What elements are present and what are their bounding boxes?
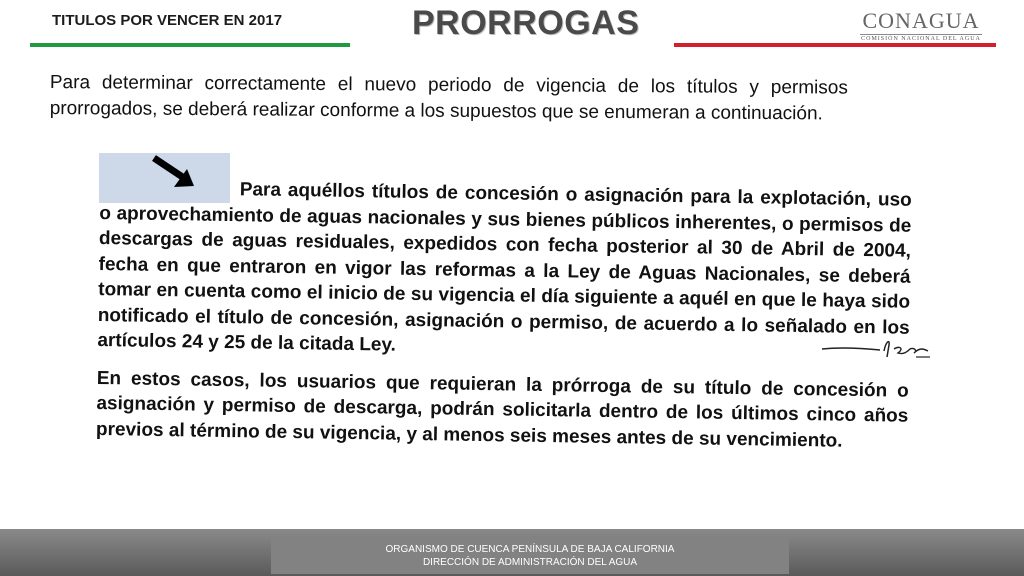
- slide-title: PRORROGAS: [412, 4, 640, 42]
- intro-paragraph: Para determinar correctamente el nuevo periodo de vigencia de los títulos y permisos prorrogados, se deberá realizar conforme a los supuestos que se enumeran a continuación.: [49, 71, 848, 125]
- scanned-text-block: [96, 175, 912, 455]
- footer-organization: ORGANISMO DE CUENCA PENÍNSULA DE BAJA CALIFORNIA: [385, 544, 675, 555]
- logo-divider: [860, 34, 982, 35]
- header-green-rule: [30, 43, 350, 47]
- slide-subtitle: TITULOS POR VENCER EN 2017: [52, 12, 283, 29]
- conagua-logo: [850, 10, 992, 42]
- scanned-paragraph-1: Para aquéllos títulos de concesión o asignación para la explotación, uso o aprovechamiento de aguas nacionales y sus bienes públicos inherentes, o permisos de descargas de aguas residuales, expedidos con fecha posterior al 30 de Abril de 2004, fecha en que entraron en vigor las reformas a la Ley de Aguas Nacionales, se deberá tomar en cuenta como el inicio de su vigencia el día siguiente a aquél en que le haya sido notificado el título de concesión, asignación o permiso, de acuerdo a lo señalado en los artículos 24 y 25 de la citada Ley.: [97, 179, 912, 356]
- footer-label: [271, 538, 789, 574]
- header-red-rule: [674, 43, 996, 47]
- footer-department: DIRECCIÓN DE ADMINISTRACIÓN DEL AGUA: [422, 557, 638, 568]
- logo-name: CONAGUA: [862, 8, 980, 33]
- handwritten-mark-icon: [820, 335, 935, 361]
- scanned-paragraph-2: En estos casos, los usuarios que requieran la prórroga de su título de concesión o asignación y permiso de descarga, podrán solicitarla dentro de los últimos cinco años previos al término de su vigencia, y al menos seis meses antes de su vencimiento.: [95, 367, 909, 452]
- logo-tagline: COMISIÓN NACIONAL DEL AGUA: [861, 36, 981, 42]
